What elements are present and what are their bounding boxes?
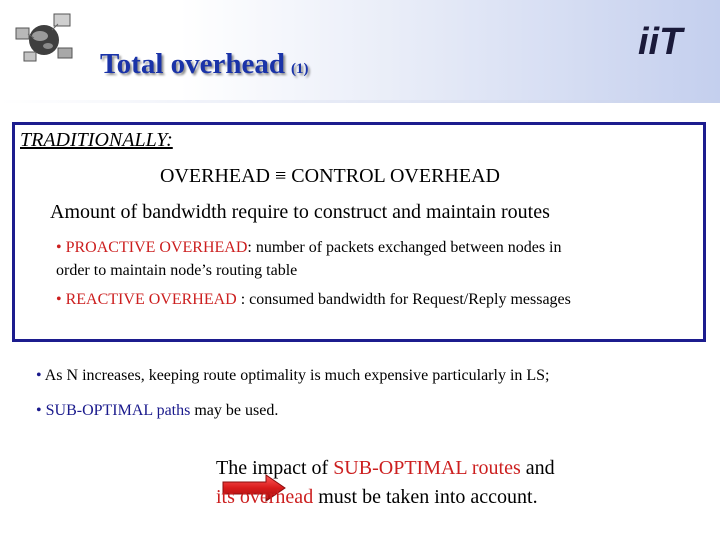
logo-text: iiT [638,21,683,60]
globe-devices-icon [14,8,78,68]
impact-text-c: and [520,457,555,479]
reactive-term: REACTIVE OVERHEAD [65,291,237,308]
n-increases-item [36,367,550,385]
title-suffix: (1) [291,61,309,77]
bullet-dot: • [36,402,42,419]
page-title [100,48,309,81]
proactive-term: PROACTIVE OVERHEAD [65,239,248,256]
proactive-item [56,236,562,260]
impact-text-a: The impact of [216,457,334,479]
reactive-item [56,291,571,309]
iit-logo [636,18,704,60]
eq-left: OVERHEAD [160,165,270,187]
header-divider [0,100,720,103]
sub-optimal-item [36,402,278,420]
definition-box [12,122,706,342]
bullet-dot: • [56,291,62,308]
n-increases-text: As N increases, keeping route optimality is much expensive particularly in LS; [44,367,550,384]
its-overhead-term: its overhead [216,486,314,508]
amount-definition: Amount of bandwidth require to construct and maintain routes [50,201,550,223]
overhead-equivalence [160,165,500,188]
sub-optimal-routes-term: SUB-OPTIMAL routes [333,457,521,479]
sub-optimal-term: SUB-OPTIMAL paths [45,402,191,419]
bullet-dot: • [56,239,62,256]
impact-text-d: must be taken into account. [313,486,538,508]
reactive-desc: : consumed bandwidth for Request/Reply messages [236,291,571,308]
impact-line-2 [216,486,538,509]
proactive-desc: : number of packets exchanged between nodes in [247,239,562,256]
sub-optimal-desc: may be used. [190,402,279,419]
bullet-dot: • [36,367,42,384]
proactive-desc-line2: order to maintain node’s routing table [56,262,298,279]
traditionally-label: TRADITIONALLY: [20,129,173,151]
equivalence-symbol: ≡ [275,165,287,187]
impact-line-1 [216,457,555,480]
eq-right: CONTROL OVERHEAD [291,165,500,187]
title-text: Total overhead [100,48,286,80]
